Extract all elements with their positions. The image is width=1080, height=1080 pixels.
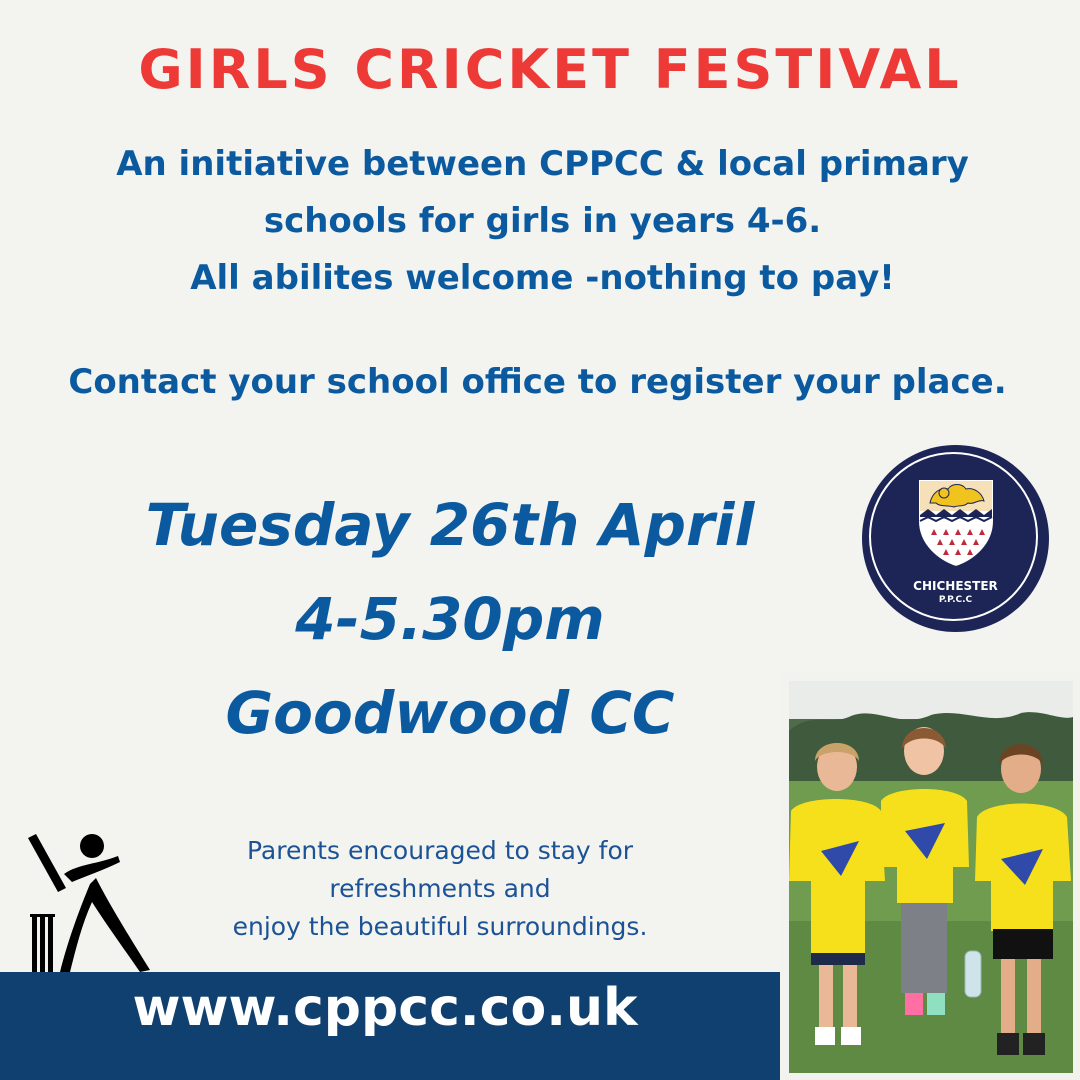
photo-scene [781, 671, 1080, 1080]
girls-team-photo [781, 671, 1080, 1080]
intro-line: An initiative between CPPCC & local primary [116, 144, 969, 184]
contact-instructions: Contact your school office to register your place. [68, 362, 1007, 402]
event-time: 4-5.30pm [295, 585, 605, 653]
intro-line: schools for girls in years 4-6. [263, 201, 822, 241]
note-line: refreshments and [329, 874, 551, 903]
note-line: Parents encouraged to stay for [246, 836, 634, 865]
event-venue: Goodwood CC [225, 679, 675, 747]
badge-label [862, 579, 1049, 607]
event-details [60, 478, 840, 760]
badge-club-name: CHICHESTER [913, 579, 998, 593]
event-date: Tuesday 26th April [145, 491, 755, 559]
parents-note [210, 832, 670, 946]
note-line: enjoy the beautiful surroundings. [232, 912, 648, 941]
festival-title: GIRLS CRICKET FESTIVAL [138, 38, 962, 101]
intro-line: All abilites welcome -nothing to pay! [190, 258, 895, 298]
cricket-batter-icon [22, 828, 162, 976]
intro-text [0, 136, 1080, 307]
lion-shield-crest-icon [914, 475, 998, 569]
website-link[interactable]: www.cppcc.co.uk [132, 978, 638, 1038]
club-badge [862, 445, 1049, 632]
badge-club-initials: P.P.C.C [938, 595, 973, 605]
